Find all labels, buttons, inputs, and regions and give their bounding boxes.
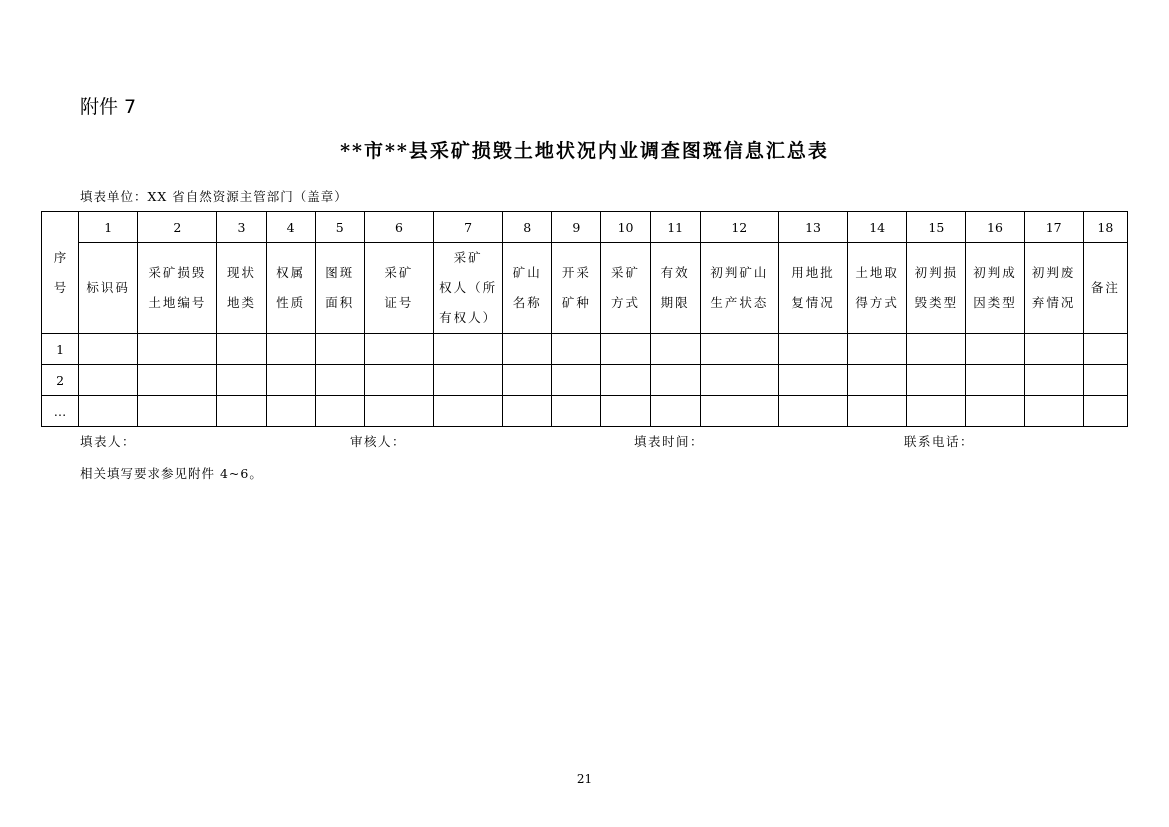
table-cell[interactable]: [778, 365, 847, 396]
column-number: 17: [1024, 212, 1083, 243]
fill-unit-label: 填表单位：XX 省自然资源主管部门（盖章）: [80, 189, 348, 204]
column-number: 2: [138, 212, 217, 243]
column-number: 9: [552, 212, 601, 243]
table-cell[interactable]: [1024, 365, 1083, 396]
row-index: …: [42, 396, 79, 427]
table-cell[interactable]: [503, 334, 552, 365]
column-number: 6: [364, 212, 433, 243]
column-header: [434, 243, 503, 334]
attachment-label: 附件 7: [80, 96, 137, 118]
column-header-line: 矿山: [512, 265, 542, 280]
table-cell[interactable]: [434, 396, 503, 427]
table-cell[interactable]: [434, 334, 503, 365]
table-cell[interactable]: [907, 365, 966, 396]
column-number: 10: [601, 212, 650, 243]
column-number: 1: [79, 212, 138, 243]
table-cell[interactable]: [1083, 396, 1127, 427]
column-header: [907, 243, 966, 334]
column-header: [650, 243, 700, 334]
table-cell[interactable]: [434, 365, 503, 396]
column-header-line: 权属: [276, 265, 306, 280]
table-cell[interactable]: [552, 396, 601, 427]
column-header-line: 图斑: [325, 265, 355, 280]
column-number-row: [42, 212, 1128, 243]
table-cell[interactable]: [138, 334, 217, 365]
table-cell[interactable]: [650, 334, 700, 365]
seq-header: 序号: [42, 212, 79, 334]
column-header: [138, 243, 217, 334]
column-header: [79, 243, 138, 334]
column-number: 15: [907, 212, 966, 243]
column-header-line: 初判废: [1031, 265, 1076, 280]
column-header-line: 方式: [611, 295, 641, 310]
column-header: [1083, 243, 1127, 334]
table-cell[interactable]: [315, 334, 364, 365]
column-number: 3: [217, 212, 266, 243]
column-header-line: 采矿: [384, 265, 414, 280]
column-number: 18: [1083, 212, 1127, 243]
table-cell[interactable]: [217, 365, 266, 396]
column-header: [503, 243, 552, 334]
column-header-line: 权人（所: [439, 280, 498, 295]
table-cell[interactable]: [907, 396, 966, 427]
table-cell[interactable]: [650, 365, 700, 396]
page-number: 21: [576, 772, 593, 786]
table-cell[interactable]: [700, 334, 778, 365]
table-cell[interactable]: [364, 365, 433, 396]
table-cell[interactable]: [601, 365, 650, 396]
table-cell[interactable]: [138, 396, 217, 427]
column-header-line: 面积: [325, 295, 355, 310]
phone-label: 联系电话：: [904, 434, 975, 449]
column-number: 11: [650, 212, 700, 243]
table-cell[interactable]: [1083, 365, 1127, 396]
fill-time-label: 填表时间：: [634, 434, 705, 449]
column-header-line: 因类型: [973, 295, 1017, 310]
table-cell[interactable]: [364, 334, 433, 365]
table-cell[interactable]: [266, 396, 315, 427]
column-header-line: 采矿损毁: [148, 265, 207, 280]
column-header-line: 初判成: [973, 265, 1017, 280]
table-cell[interactable]: [315, 396, 364, 427]
column-header: [217, 243, 266, 334]
column-header-line: 采矿: [453, 250, 483, 265]
table-cell[interactable]: [601, 396, 650, 427]
table-cell[interactable]: [266, 365, 315, 396]
page-title: **市**县采矿损毁土地状况内业调查图斑信息汇总表: [340, 140, 829, 162]
column-header-line: 生产状态: [710, 295, 769, 310]
column-number: 14: [848, 212, 907, 243]
table-cell[interactable]: [552, 365, 601, 396]
table-cell[interactable]: [1024, 396, 1083, 427]
column-number: 5: [315, 212, 364, 243]
column-header-line: 有效: [660, 265, 690, 280]
table-cell[interactable]: [217, 334, 266, 365]
column-header: [315, 243, 364, 334]
column-header: [601, 243, 650, 334]
table-cell[interactable]: [138, 365, 217, 396]
column-number: 13: [778, 212, 847, 243]
table-cell[interactable]: [848, 334, 907, 365]
column-header-line: 矿种: [561, 295, 591, 310]
column-header-line: 期限: [660, 295, 690, 310]
summary-table: [41, 211, 1128, 427]
table-cell[interactable]: [315, 365, 364, 396]
table-row: [42, 365, 1128, 396]
table-cell[interactable]: [778, 396, 847, 427]
table-cell[interactable]: [503, 365, 552, 396]
row-index: 1: [42, 334, 79, 365]
table-cell[interactable]: [79, 365, 138, 396]
reviewer-label: 审核人：: [350, 434, 407, 449]
column-number: 12: [700, 212, 778, 243]
column-header: [700, 243, 778, 334]
filler-label: 填表人：: [80, 434, 137, 449]
column-number: 16: [966, 212, 1024, 243]
table-row: [42, 396, 1128, 427]
row-index: 2: [42, 365, 79, 396]
column-header: [778, 243, 847, 334]
column-header-line: 得方式: [855, 295, 899, 310]
table-cell[interactable]: [650, 396, 700, 427]
column-header: [266, 243, 315, 334]
column-header-line: 现状: [227, 265, 257, 280]
table-row: [42, 334, 1128, 365]
column-header-line: 毁类型: [914, 295, 959, 310]
table-cell[interactable]: [79, 334, 138, 365]
column-header-line: 标识码: [86, 280, 130, 295]
table-cell[interactable]: [1083, 334, 1127, 365]
column-header-line: 性质: [276, 295, 306, 310]
table-cell[interactable]: [364, 396, 433, 427]
table-cell[interactable]: [966, 334, 1024, 365]
column-header: [364, 243, 433, 334]
column-header-line: 有权人）: [439, 310, 498, 325]
table-cell[interactable]: [966, 365, 1024, 396]
column-header-line: 采矿: [611, 265, 641, 280]
table-cell[interactable]: [79, 396, 138, 427]
column-header-line: 弃情况: [1031, 295, 1076, 310]
column-number: 8: [503, 212, 552, 243]
column-header-line: 证号: [384, 295, 414, 310]
column-header-row: [42, 243, 1128, 334]
table-cell[interactable]: [217, 396, 266, 427]
column-header-line: 复情况: [791, 295, 835, 310]
column-header: [1024, 243, 1083, 334]
table-cell[interactable]: [1024, 334, 1083, 365]
column-header-line: 初判损: [914, 265, 959, 280]
column-header: [552, 243, 601, 334]
column-header-line: 备注: [1090, 280, 1120, 295]
table-cell[interactable]: [601, 334, 650, 365]
column-number: 7: [434, 212, 503, 243]
column-header-line: 土地取: [855, 265, 899, 280]
table-cell[interactable]: [778, 334, 847, 365]
table-cell[interactable]: [552, 334, 601, 365]
column-number: 4: [266, 212, 315, 243]
table-cell[interactable]: [848, 396, 907, 427]
table-cell[interactable]: [907, 334, 966, 365]
table-cell[interactable]: [503, 396, 552, 427]
column-header-line: 初判矿山: [710, 265, 769, 280]
column-header: [966, 243, 1024, 334]
column-header-line: 开采: [561, 265, 591, 280]
table-cell[interactable]: [966, 396, 1024, 427]
column-header-line: 地类: [227, 295, 257, 310]
column-header-line: 名称: [512, 295, 542, 310]
table-cell[interactable]: [700, 365, 778, 396]
column-header-line: 用地批: [791, 265, 835, 280]
note-text: 相关填写要求参见附件 4~6。: [80, 466, 263, 481]
table-cell[interactable]: [266, 334, 315, 365]
column-header-line: 土地编号: [148, 295, 207, 310]
table-cell[interactable]: [700, 396, 778, 427]
column-header: [848, 243, 907, 334]
table-cell[interactable]: [848, 365, 907, 396]
